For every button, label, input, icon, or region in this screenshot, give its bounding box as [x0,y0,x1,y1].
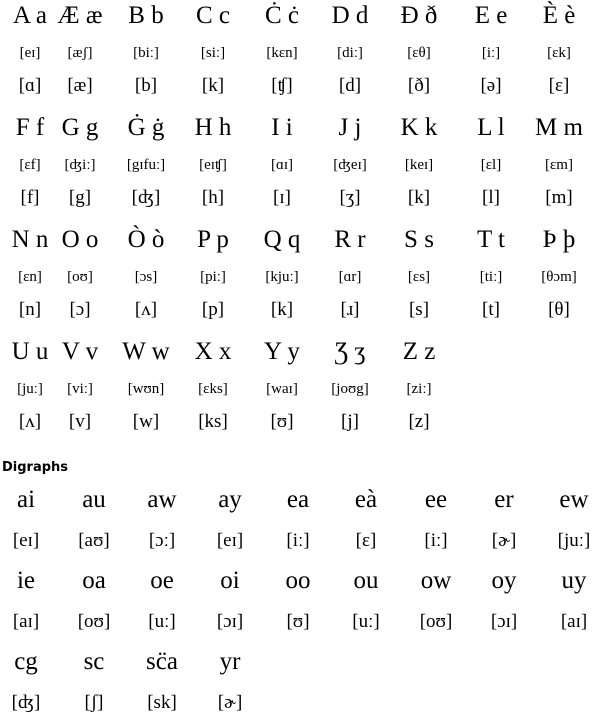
digraph-pronunciation: [ɔɪ] [216,611,244,632]
digraph: ou [353,567,379,594]
letter-pronunciation: [ɔ] [69,299,91,320]
letter-pronunciation: [d] [338,75,362,96]
digraph: oy [491,567,517,594]
letter-name: [ɔs] [134,269,158,285]
alphabet-letter: Æ æ [57,2,103,29]
letter-name: [iː] [481,45,501,61]
letter-pronunciation: [ɹ] [340,299,360,320]
letter-pronunciation: [k] [201,75,225,96]
alphabet-letter: Q q [263,226,301,253]
digraph-pronunciation: [uː] [148,611,176,632]
digraph: au [82,486,106,513]
letter-pronunciation: [ɛ] [548,75,570,96]
letter-pronunciation: [ʊ] [270,411,294,432]
alphabet-letter: I i [271,114,293,141]
digraph: uy [561,567,587,594]
letter-name: [θɔm] [541,269,577,285]
alphabet-letter: Ġ ġ [127,114,165,141]
letter-name: [ɛl] [480,157,502,173]
alphabet-letter: Ċ ċ [264,2,300,29]
letter-pronunciation: [v] [68,411,92,432]
letter-pronunciation: [ʤ] [131,187,161,208]
letter-pronunciation: [ð] [407,75,431,96]
alphabet-letter: E e [474,2,508,29]
letter-pronunciation: [g] [68,187,92,208]
letter-pronunciation: [z] [408,411,430,432]
digraph: oe [150,567,174,594]
letter-pronunciation: [l] [482,187,500,208]
letter-pronunciation: [θ] [548,299,570,320]
alphabet-letter: Y y [264,338,300,365]
alphabet-letter: B b [128,2,164,29]
letter-pronunciation: [ʒ] [339,187,361,208]
alphabet-letter: Ð ð [400,2,438,29]
alphabet-letter: È è [542,2,576,29]
digraph-pronunciation: [sk] [147,692,177,713]
digraph: oo [285,567,311,594]
letter-name: [ɑɪ] [270,157,293,173]
digraph: ay [218,486,242,513]
digraph-pronunciation: [iː] [424,530,448,551]
alphabet-letter: H h [194,114,232,141]
letter-name: [juː] [17,381,43,397]
letter-pronunciation: [s] [408,299,430,320]
letter-name: [ziː] [406,381,432,397]
alphabet-letter: T t [476,226,505,253]
alphabet-letter: G g [61,114,99,141]
letter-name: [piː] [200,269,226,285]
letter-name: [ɛn] [18,269,42,285]
digraph: ai [16,486,36,513]
alphabet-letter: M m [535,114,583,141]
letter-name: [waɪ] [266,381,298,397]
letter-name: [ɛθ] [407,45,431,61]
letter-pronunciation: [n] [18,299,42,320]
letter-name: [viː] [67,381,93,397]
letter-pronunciation: [t] [482,299,500,320]
alphabet-letter: R r [334,226,366,253]
digraph-pronunciation: [aʊ] [78,530,110,551]
letter-name: [keɪ] [404,157,434,173]
digraph-pronunciation: [ʊ] [286,611,310,632]
letter-pronunciation: [ʌ] [134,299,158,320]
alphabet-letter: C c [195,2,231,29]
digraph-pronunciation: [ɔː] [148,530,176,551]
digraph: oi [220,567,240,594]
digraph-pronunciation: [ʃ] [84,692,104,713]
letter-pronunciation: [k] [407,187,431,208]
letter-pronunciation: [ʌ] [18,411,42,432]
alphabet-letter: K k [400,114,438,141]
letter-pronunciation: [h] [201,187,225,208]
digraph: ow [420,567,452,594]
digraph: er [494,486,514,513]
digraph-pronunciation: [ɛ] [355,530,377,551]
alphabet-letter: Ò ò [127,226,165,253]
letter-name: [gɪfuː] [126,157,166,173]
letter-name: [eɪʧ] [199,157,227,173]
letter-pronunciation: [b] [134,75,158,96]
letter-pronunciation: [w] [132,411,160,432]
letter-name: [ɛf] [19,157,41,173]
letter-name: [ɑr] [338,269,362,285]
alphabet-letter: F f [15,114,45,141]
letter-name: [ɛks] [198,381,228,397]
alphabet-letter: Z z [402,338,436,365]
letter-name: [diː] [337,45,363,61]
letter-name: [oʊ] [67,269,93,285]
digraph-pronunciation: [ɔɪ] [490,611,518,632]
digraph-pronunciation: [ɚ] [217,692,243,713]
digraph: yr [219,648,241,675]
digraph-pronunciation: [juː] [557,530,591,551]
digraph: ew [559,486,589,513]
letter-name: [ʤeɪ] [333,157,367,173]
alphabet-letter: N n [11,226,49,253]
digraph-pronunciation: [uː] [352,611,380,632]
letter-name: [ɛs] [407,269,431,285]
letter-pronunciation: [p] [201,299,225,320]
digraph: ea [286,486,310,513]
digraph: ie [16,567,36,594]
letter-name: [wʊn] [127,381,165,397]
letter-pronunciation: [ə] [480,75,502,96]
digraph-pronunciation: [ʤ] [11,692,41,713]
letter-pronunciation: [ʧ] [271,75,293,96]
digraph: aw [147,486,177,513]
letter-name: [biː] [133,45,159,61]
alphabet-letter: D d [331,2,369,29]
letter-pronunciation: [k] [270,299,294,320]
alphabet-letter: O o [61,226,99,253]
letter-pronunciation: [ɑ] [18,75,42,96]
digraph-pronunciation: [aɪ] [560,611,588,632]
letter-name: [ɛm] [545,157,573,173]
digraph-pronunciation: [eɪ] [12,530,40,551]
digraph-pronunciation: [eɪ] [216,530,244,551]
alphabet-letter: Ʒ ʒ [334,338,366,365]
letter-name: [joʊg] [331,381,369,397]
digraph: sc̈a [146,648,178,675]
digraph: eà [354,486,378,513]
letter-name: [ʤiː] [64,157,96,173]
letter-name: [æʃ] [67,45,93,61]
alphabet-letter: X x [194,338,232,365]
digraphs-heading: Digraphs [2,460,69,475]
digraph-pronunciation: [ɚ] [491,530,517,551]
alphabet-letter: L l [477,114,505,141]
alphabet-letter: W w [122,338,170,365]
alphabet-letter: V v [61,338,99,365]
letter-name: [kɛn] [266,45,298,61]
letter-name: [siː] [200,45,226,61]
digraph: oa [82,567,106,594]
alphabet-letter: J j [338,114,362,141]
letter-name: [tiː] [479,269,503,285]
letter-name: [kjuː] [265,269,299,285]
alphabet-letter: A a [12,2,48,29]
letter-name: [ɛk] [547,45,571,61]
letter-name: [eɪ] [19,45,41,61]
alphabet-letter: S s [404,226,434,253]
alphabet-letter: Þ þ [542,226,576,253]
alphabet-letter: U u [11,338,49,365]
letter-pronunciation: [æ] [67,75,93,96]
digraph: cg [14,648,38,675]
digraph-pronunciation: [oʊ] [419,611,453,632]
letter-pronunciation: [m] [545,187,573,208]
digraph-pronunciation: [oʊ] [77,611,111,632]
digraph: ee [424,486,448,513]
letter-pronunciation: [j] [341,411,359,432]
letter-pronunciation: [ks] [198,411,228,432]
alphabet-letter: P p [197,226,229,253]
digraph-pronunciation: [aɪ] [12,611,40,632]
digraph: sc [83,648,105,675]
letter-pronunciation: [f] [20,187,40,208]
digraph-pronunciation: [iː] [286,530,310,551]
letter-pronunciation: [ɪ] [273,187,291,208]
